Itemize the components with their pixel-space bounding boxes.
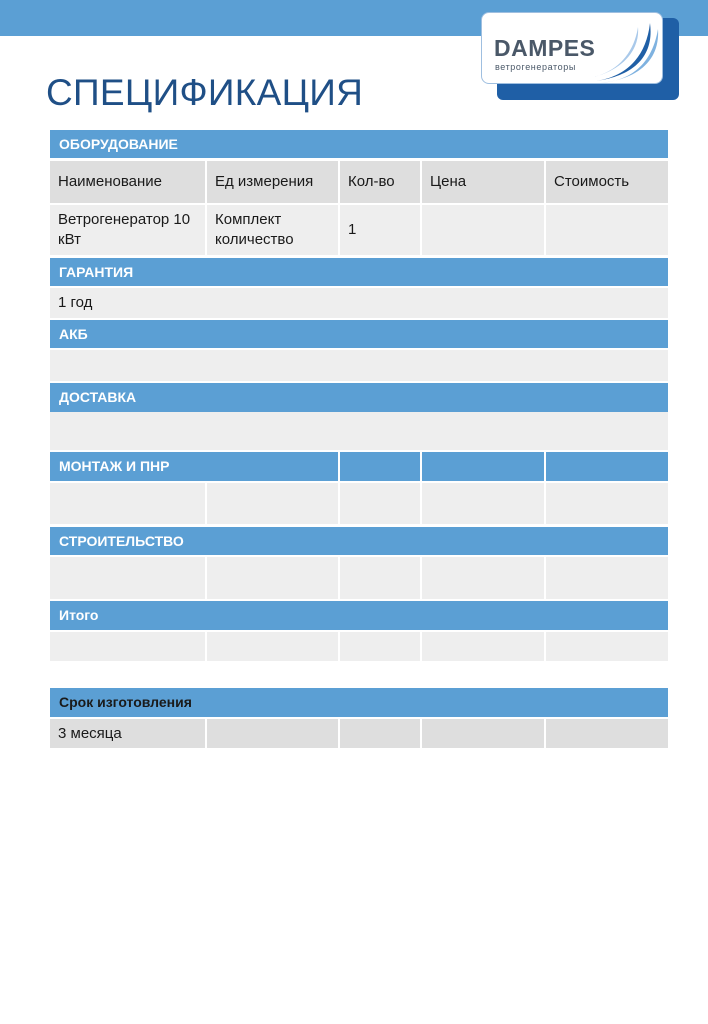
column-header: Наименование [50, 161, 207, 203]
empty-cell [546, 557, 668, 599]
empty-cell [340, 483, 422, 524]
page-title: СПЕЦИФИКАЦИЯ [46, 72, 364, 113]
warranty-section-header: ГАРАНТИЯ [50, 258, 668, 286]
logo-name: DAMPES [494, 35, 596, 61]
empty-cell [422, 632, 546, 661]
empty-cell [50, 632, 207, 661]
empty-cell [207, 719, 340, 748]
empty-cell [340, 557, 422, 599]
empty-cell [422, 557, 546, 599]
empty-cell [546, 632, 668, 661]
installation-section-header [50, 452, 668, 481]
empty-cell [422, 719, 546, 748]
battery-value-cell [50, 350, 668, 381]
header-blank-cell [546, 452, 668, 481]
delivery-value-cell [50, 412, 668, 450]
warranty-value-cell: 1 год [50, 288, 668, 318]
table-row [50, 483, 668, 524]
equipment-cost-cell [546, 205, 668, 255]
column-header: Стоимость [546, 161, 668, 203]
total-section-header: Итого [50, 601, 668, 630]
column-header: Цена [422, 161, 546, 203]
production-time-section-header: Срок изготовления [50, 688, 668, 717]
empty-cell [50, 557, 207, 599]
empty-cell [340, 719, 422, 748]
equipment-section-header: ОБОРУДОВАНИЕ [50, 130, 668, 158]
construction-section-header: СТРОИТЕЛЬСТВО [50, 527, 668, 555]
equipment-column-headers [50, 161, 668, 203]
table-row [50, 350, 668, 381]
equipment-qty-cell: 1 [340, 205, 422, 255]
installation-header-label: МОНТАЖ И ПНР [50, 452, 340, 481]
column-header: Кол-во [340, 161, 422, 203]
empty-cell [546, 719, 668, 748]
table-row [50, 288, 668, 318]
empty-cell [207, 483, 340, 524]
wind-swoosh-icon [594, 19, 663, 84]
equipment-price-cell [422, 205, 546, 255]
table-row [50, 557, 668, 599]
equipment-name-cell: Ветрогенератор 10 кВт [50, 205, 207, 255]
table-row [50, 719, 668, 748]
column-header: Ед измерения [207, 161, 340, 203]
table-row [50, 205, 668, 255]
table-row [50, 412, 668, 450]
empty-cell [340, 632, 422, 661]
empty-cell [422, 483, 546, 524]
production-time-value-cell: 3 месяца [50, 719, 207, 748]
company-logo [481, 12, 663, 84]
empty-cell [207, 632, 340, 661]
empty-cell [207, 557, 340, 599]
battery-section-header: АКБ [50, 320, 668, 348]
logo-tagline: ветрогенераторы [495, 62, 576, 72]
equipment-unit-cell: Комплект количество [207, 205, 340, 255]
table-row [50, 632, 668, 661]
empty-cell [546, 483, 668, 524]
header-blank-cell [422, 452, 546, 481]
header-blank-cell [340, 452, 422, 481]
empty-cell [50, 483, 207, 524]
delivery-section-header: ДОСТАВКА [50, 383, 668, 412]
